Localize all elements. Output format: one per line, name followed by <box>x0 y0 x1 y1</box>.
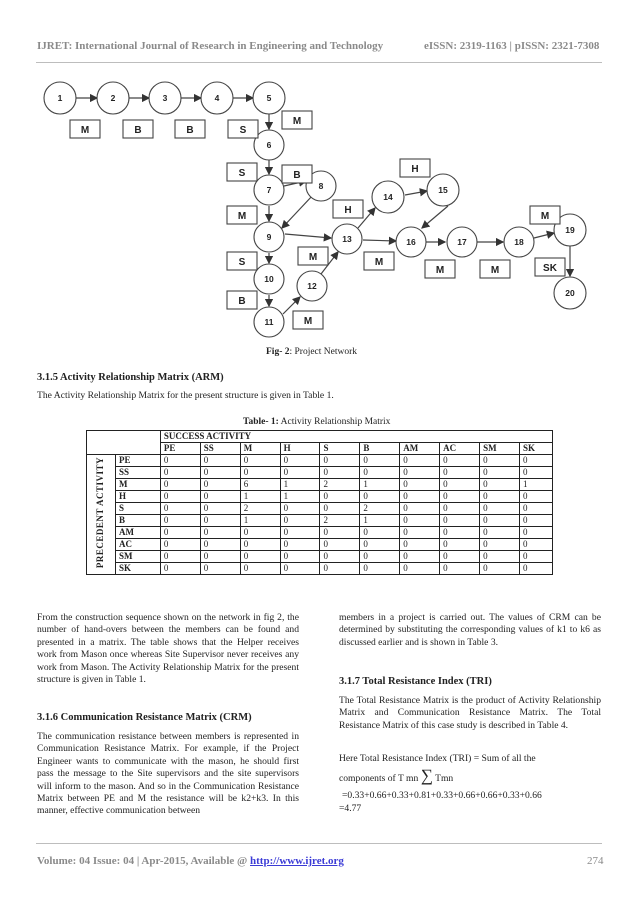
tri-formula <box>339 766 453 786</box>
table-cell: 0 <box>160 551 200 563</box>
table-cell: 0 <box>200 455 240 467</box>
precedent-activity-cell <box>87 455 116 575</box>
table-cell: 0 <box>160 515 200 527</box>
table-cell: 0 <box>160 467 200 479</box>
node-18-label: 18 <box>514 237 524 247</box>
edge-13-16 <box>363 240 396 241</box>
table-cell: 0 <box>360 455 400 467</box>
node-10-label: 10 <box>264 274 274 284</box>
table-cell: 0 <box>160 563 200 575</box>
box-b-4-label: B <box>238 296 246 307</box>
table-cell: 0 <box>200 527 240 539</box>
table-cell: 0 <box>360 491 400 503</box>
table-1-caption <box>243 417 390 427</box>
column-header: SM <box>480 443 520 455</box>
table-cell: 0 <box>440 515 480 527</box>
node-9-label: 9 <box>266 232 272 242</box>
project-network-figure <box>30 78 610 348</box>
box-s-2-label: S <box>238 168 246 179</box>
row-header: SS <box>115 467 160 479</box>
table-cell: 0 <box>400 527 440 539</box>
table-cell: 0 <box>240 467 280 479</box>
box-h-1-label: H <box>344 205 352 216</box>
table-cell: 0 <box>200 539 240 551</box>
table-cell: 1 <box>280 479 320 491</box>
table-cell: 0 <box>400 467 440 479</box>
right-paragraph-2: The Total Resistance Matrix is the product of Activity Relationship Matrix and Communication Resistance Matrix. The Total Resistance Matrix of this case study is described in Table 4. <box>339 695 601 731</box>
row-header: SM <box>115 551 160 563</box>
column-header: B <box>360 443 400 455</box>
tri-result: =4.77 <box>339 803 362 814</box>
table-cell: 0 <box>480 479 520 491</box>
box-sk-label: SK <box>543 263 557 274</box>
activity-relationship-matrix <box>86 430 553 575</box>
row-header: H <box>115 491 160 503</box>
table-cell: 0 <box>200 563 240 575</box>
table-cell: 0 <box>519 467 552 479</box>
table-row <box>87 455 553 467</box>
table-cell: 0 <box>280 563 320 575</box>
table-cell: 2 <box>320 479 360 491</box>
column-header: AC <box>440 443 480 455</box>
node-17-label: 17 <box>457 237 467 247</box>
table-cell: 0 <box>440 527 480 539</box>
figure-caption <box>266 347 357 357</box>
left-paragraph-1: From the construction sequence shown on the network in fig 2, the number of hand-overs between the members can be found and presented in a matrix. The table shows that the Helper receives work from Mason once whereas Site Supervisor never receives any work from Mason. The Activity Relationship Matrix for the present structure is given in Table 1. <box>37 612 299 686</box>
table-cell: 0 <box>440 467 480 479</box>
node-7-label: 7 <box>266 185 272 195</box>
table-cell: 0 <box>480 527 520 539</box>
table-cell: 0 <box>400 503 440 515</box>
issn: eISSN: 2319-1163 | pISSN: 2321-7308 <box>424 40 600 52</box>
table-cell: 0 <box>200 515 240 527</box>
table-cell: 1 <box>360 515 400 527</box>
table-cell: 0 <box>280 551 320 563</box>
row-header: SK <box>115 563 160 575</box>
table-cell: 0 <box>480 455 520 467</box>
node-2-label: 2 <box>110 93 116 103</box>
node-4-label: 4 <box>214 93 220 103</box>
table-cell: 0 <box>440 539 480 551</box>
left-paragraph-2: The communication resistance between members is represented in Communication Resistance Matrix. For example, if the Project Engineer wants to communicate with the mason, he should first pass the message to the Site supervisors and the site supervisors will inform to the mason. And so in the Communication Resistance Matrix between PE and M the resistance will be k2+k3. In this manner, effective communication between <box>37 731 299 817</box>
table-cell: 0 <box>280 515 320 527</box>
table-cell: 0 <box>480 467 520 479</box>
table-cell: 0 <box>440 491 480 503</box>
table-cell: 0 <box>400 551 440 563</box>
box-m-1-label: M <box>80 125 90 136</box>
row-header: PE <box>115 455 160 467</box>
box-m-5-label: M <box>303 316 313 327</box>
column-header: SK <box>519 443 552 455</box>
table-cell: 0 <box>400 539 440 551</box>
right-paragraph-3: Here Total Resistance Index (TRI) = Sum of all the <box>339 753 536 764</box>
table-corner <box>87 431 161 455</box>
box-b-2-label: B <box>186 125 194 136</box>
right-paragraph-1: members in a project is carried out. The values of CRM can be determined by substituting the corresponding values of k1 to k6 as discussed earlier and is shown in Table 3. <box>339 612 601 648</box>
sum-symbol: ∑ <box>420 766 433 785</box>
table-cell: 0 <box>480 539 520 551</box>
table-cell: 0 <box>320 539 360 551</box>
table-cell: 0 <box>280 539 320 551</box>
box-m-9-label: M <box>540 211 550 222</box>
column-header: SS <box>200 443 240 455</box>
edge-8-9 <box>282 195 313 228</box>
table-row <box>87 479 553 491</box>
node-12-label: 12 <box>307 281 317 291</box>
table-cell: 0 <box>320 527 360 539</box>
table-cell: 1 <box>240 515 280 527</box>
table-row <box>87 491 553 503</box>
box-s-3-label: S <box>238 257 246 268</box>
tri-calculation: =0.33+0.66+0.33+0.81+0.33+0.66+0.66+0.33+0.66 <box>342 790 542 801</box>
table-cell: 0 <box>360 539 400 551</box>
table-row <box>87 467 553 479</box>
table-cell: 1 <box>240 491 280 503</box>
table-cell: 0 <box>160 539 200 551</box>
figure-caption-label: Fig- 2 <box>266 347 290 357</box>
node-5-label: 5 <box>266 93 272 103</box>
footer-volume-text: Volume: 04 Issue: 04 | Apr-2015, Available @ <box>37 855 251 867</box>
node-8-label: 8 <box>318 181 324 191</box>
table-cell: 0 <box>400 455 440 467</box>
precedent-activity-label: PRECEDENT ACTIVITY <box>95 457 106 569</box>
table-cell: 0 <box>400 491 440 503</box>
node-6-label: 6 <box>266 140 272 150</box>
table-cell: 0 <box>240 563 280 575</box>
table-cell: 0 <box>519 503 552 515</box>
box-b-3-label: B <box>293 170 301 181</box>
edge-9-13 <box>285 234 331 238</box>
edge-18-19 <box>534 233 554 238</box>
table-cell: 0 <box>280 527 320 539</box>
table-cell: 0 <box>280 455 320 467</box>
row-header: M <box>115 479 160 491</box>
table-cell: 0 <box>440 479 480 491</box>
node-20-label: 20 <box>565 288 575 298</box>
node-15-label: 15 <box>438 185 448 195</box>
table-row <box>87 539 553 551</box>
table-cell: 0 <box>400 479 440 491</box>
table-cell: 0 <box>440 503 480 515</box>
table-cell: 0 <box>200 479 240 491</box>
node-1-label: 1 <box>57 93 63 103</box>
box-m-6-label: M <box>374 257 384 268</box>
column-header: H <box>280 443 320 455</box>
table-cell: 0 <box>240 539 280 551</box>
table-cell: 0 <box>320 491 360 503</box>
formula-prefix: components of T mn <box>339 773 419 784</box>
table-cell: 0 <box>280 467 320 479</box>
table-cell: 0 <box>480 503 520 515</box>
table-cell: 0 <box>519 527 552 539</box>
row-header: B <box>115 515 160 527</box>
table-cell: 0 <box>200 467 240 479</box>
table-cell: 0 <box>240 455 280 467</box>
page-number: 274 <box>587 855 604 867</box>
edge-14-15 <box>405 191 427 195</box>
sum-term: Tmn <box>435 773 454 784</box>
table-1-caption-label: Table- 1: <box>243 417 279 427</box>
table-row <box>87 551 553 563</box>
table-cell: 0 <box>360 527 400 539</box>
table-cell: 0 <box>160 503 200 515</box>
row-header: AM <box>115 527 160 539</box>
table-cell: 2 <box>360 503 400 515</box>
table-cell: 0 <box>440 563 480 575</box>
table-cell: 0 <box>519 563 552 575</box>
table-cell: 6 <box>240 479 280 491</box>
section-315-text: The Activity Relationship Matrix for the present structure is given in Table 1. <box>37 390 334 401</box>
success-activity-header: SUCCESS ACTIVITY <box>160 431 552 443</box>
table-cell: 0 <box>200 551 240 563</box>
table-cell: 0 <box>519 539 552 551</box>
table-row <box>87 503 553 515</box>
table-cell: 0 <box>519 491 552 503</box>
table-cell: 0 <box>320 503 360 515</box>
table-cell: 0 <box>360 563 400 575</box>
box-m-8-label: M <box>490 265 500 276</box>
table-cell: 0 <box>519 455 552 467</box>
table-cell: 1 <box>280 491 320 503</box>
section-317-heading: 3.1.7 Total Resistance Index (TRI) <box>339 676 492 687</box>
edge-15-16 <box>422 206 448 228</box>
node-14-label: 14 <box>383 192 393 202</box>
table-row <box>87 515 553 527</box>
node-19-label: 19 <box>565 225 575 235</box>
box-h-2-label: H <box>411 164 419 175</box>
table-cell: 0 <box>320 455 360 467</box>
row-header: S <box>115 503 160 515</box>
box-s-1-label: S <box>239 125 247 136</box>
table-cell: 0 <box>240 527 280 539</box>
table-row <box>87 563 553 575</box>
table-cell: 2 <box>320 515 360 527</box>
box-b-1-label: B <box>134 125 142 136</box>
table-cell: 0 <box>320 467 360 479</box>
node-11-label: 11 <box>264 317 274 327</box>
node-3-label: 3 <box>162 93 168 103</box>
section-316-heading: 3.1.6 Communication Resistance Matrix (CRM) <box>37 712 252 723</box>
table-cell: 0 <box>480 563 520 575</box>
box-m-4-label: M <box>308 252 318 263</box>
table-cell: 0 <box>360 467 400 479</box>
header-rule <box>36 62 602 63</box>
table-cell: 0 <box>440 455 480 467</box>
table-cell: 0 <box>160 527 200 539</box>
table-cell: 0 <box>240 551 280 563</box>
table-cell: 0 <box>519 515 552 527</box>
table-cell: 0 <box>400 515 440 527</box>
column-header: M <box>240 443 280 455</box>
footer-url-link[interactable]: http://www.ijret.org <box>250 855 344 867</box>
box-m-2-label: M <box>292 116 302 127</box>
box-m-7-label: M <box>435 265 445 276</box>
table-cell: 0 <box>519 551 552 563</box>
table-cell: 0 <box>360 551 400 563</box>
table-cell: 0 <box>400 563 440 575</box>
footer-volume <box>37 855 344 867</box>
footer-rule <box>36 843 602 844</box>
figure-caption-text: : Project Network <box>289 347 358 357</box>
table-row <box>87 527 553 539</box>
table-cell: 2 <box>240 503 280 515</box>
table-cell: 0 <box>320 551 360 563</box>
box-m-3-label: M <box>237 211 247 222</box>
node-16-label: 16 <box>406 237 416 247</box>
column-header: S <box>320 443 360 455</box>
table-cell: 1 <box>360 479 400 491</box>
table-cell: 0 <box>160 491 200 503</box>
table-cell: 0 <box>160 479 200 491</box>
journal-title: IJRET: International Journal of Research in Engineering and Technology <box>37 40 384 52</box>
table-cell: 0 <box>280 503 320 515</box>
table-cell: 0 <box>480 515 520 527</box>
section-315-heading: 3.1.5 Activity Relationship Matrix (ARM) <box>37 372 224 383</box>
table-cell: 0 <box>480 491 520 503</box>
row-header: AC <box>115 539 160 551</box>
table-1-caption-text: Activity Relationship Matrix <box>278 417 391 427</box>
column-header: PE <box>160 443 200 455</box>
column-header: AM <box>400 443 440 455</box>
table-cell: 1 <box>519 479 552 491</box>
table-cell: 0 <box>200 491 240 503</box>
node-13-label: 13 <box>342 234 352 244</box>
table-cell: 0 <box>480 551 520 563</box>
table-cell: 0 <box>200 503 240 515</box>
table-cell: 0 <box>320 563 360 575</box>
table-cell: 0 <box>440 551 480 563</box>
table-cell: 0 <box>160 455 200 467</box>
